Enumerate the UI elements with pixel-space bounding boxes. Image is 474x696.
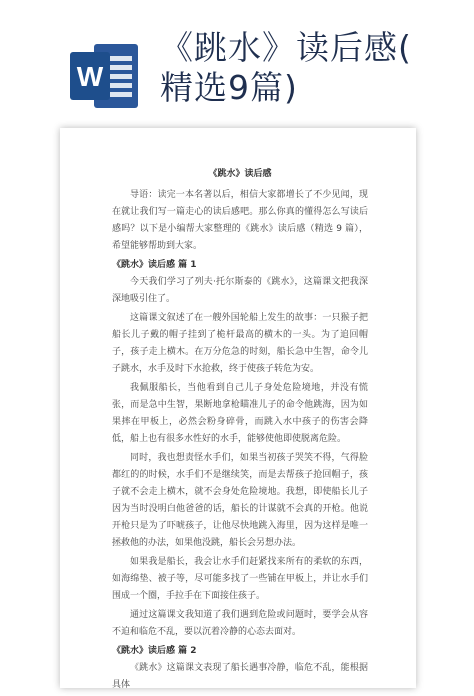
body-paragraph: 今天我们学习了列夫·托尔斯泰的《跳水》，这篇课文把我深深地吸引住了。 xyxy=(112,277,368,304)
body-paragraph: 我佩服船长，当他看到自己儿子身处危险境地，并没有慌张，而是急中生智，果断地拿枪瞄准儿子的命令他跳海，因为如果摔在甲板上，必然会粉身碎骨，而跳入水中孩子的伤害会降低，船上也有很多水性好的水手，能够使他即使脱离危险。 xyxy=(112,383,368,444)
body-paragraph: 如果我是船长，我会让水手们赶紧找来所有的柔软的东西，如海绵垫、被子等，尽可能多找了一些铺在甲板上，并让水手们围成一个圈，手拉手在下面接住孩子。 xyxy=(112,557,368,601)
intro-paragraph: 导语：读完一本名著以后，相信大家都增长了不少见闻，现在就让我们写一篇走心的读后感吧。那么你真的懂得怎么写读后感吗？以下是小编帮大家整理的《跳水》读后感（精选 9 篇），希望能够帮助到大家。 xyxy=(112,190,368,251)
section-heading-1: 《跳水》读后感 篇 1 xyxy=(112,260,197,270)
banner-title xyxy=(160,28,412,108)
banner-title-line2: 精选9篇) xyxy=(160,68,298,107)
word-icon xyxy=(68,40,140,116)
document-body xyxy=(112,166,368,696)
word-icon-letter: W xyxy=(76,61,104,92)
body-paragraph: 通过这篇课文我知道了我们遇到危险或问题时，要学会从容不迫和临危不乱，要以沉着冷静的心态去面对。 xyxy=(112,610,368,637)
body-paragraph: 这篇课文叙述了在一艘外国轮船上发生的故事：一只猴子把船长儿子戴的帽子挂到了桅杆最高的横木的一头。为了追回帽子，孩子走上横木。在万分危急的时刻，船长急中生智，命令儿子跳水，水手及时下水抢救，终于使孩子转危为安。 xyxy=(112,313,368,374)
document-title: 《跳水》读后感 xyxy=(208,169,272,179)
section-heading-2: 《跳水》读后感 篇 2 xyxy=(112,646,197,656)
banner-title-line1: 《跳水》读后感( xyxy=(160,28,412,67)
section2-paragraph: 《跳水》这篇课文表现了船长遇事冷静，临危不乱，能根据具体 xyxy=(112,663,368,690)
body-paragraph: 同时，我也想责怪水手们，如果当初孩子哭笑不得，气得脸都红的的时候，水手们不是继续笑，而是去帮孩子抢回帽子，孩子就不会走上横木，就不会身处危险境地。我想，即使船长儿子因为当时没明白他爸爸的话，船长的计谋就不会真的开枪。他说开枪只是为了吓唬孩子，让他尽快地跳入海里，因为这样是唯一拯救他的办法，如果他没跳，船长会另想办法。 xyxy=(112,453,368,548)
